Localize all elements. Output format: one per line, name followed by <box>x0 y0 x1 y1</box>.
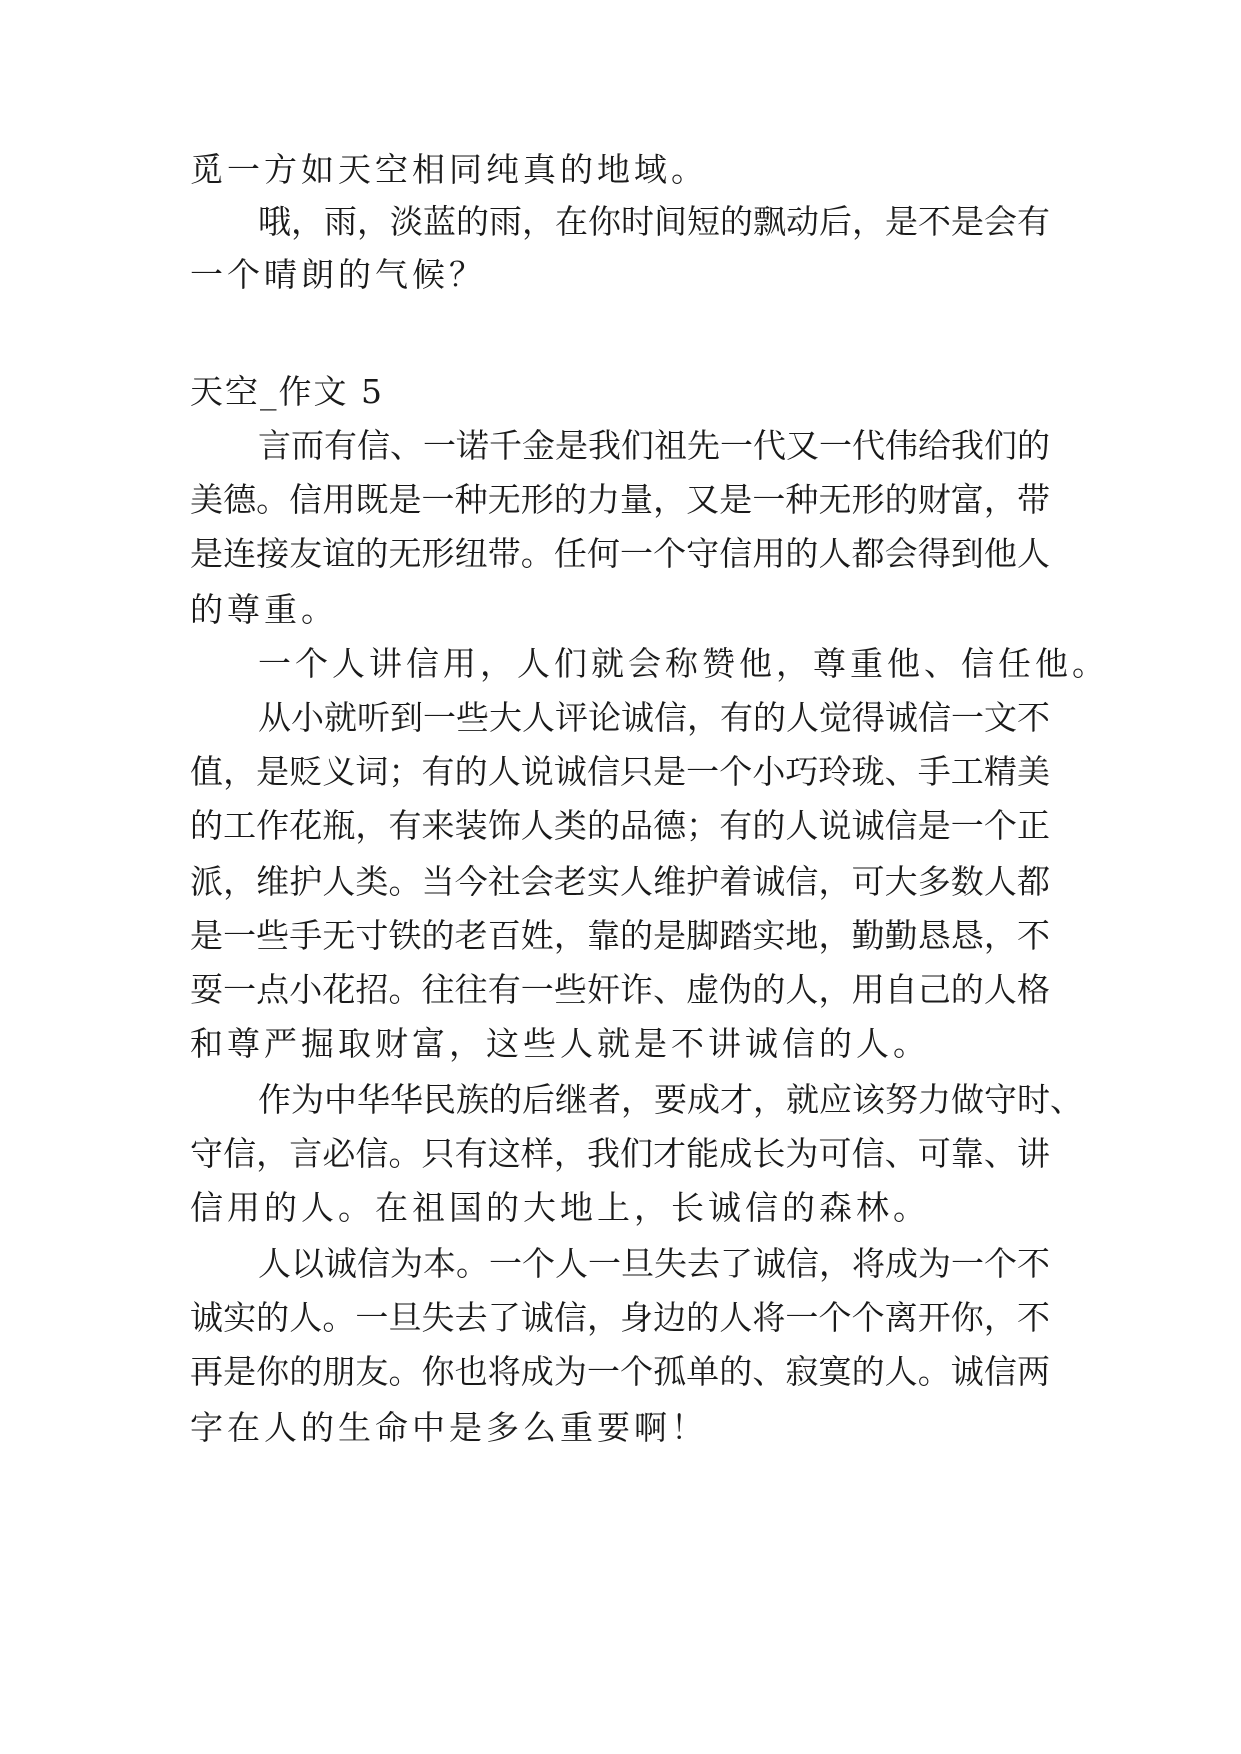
text-line: 作 为 中 华 华 民 族 的 后 继 者 ， 要 成 才 ， 就 应 该 努 力 做 守 时 、 <box>258 1080 1083 1119</box>
text-line: 字在人的生命中是多么重要啊！ <box>190 1408 708 1447</box>
text-line: 是 一 些 手 无 寸 铁 的 老 百 姓 ， 靠 的 是 脚 踏 实 地 ， 勤 勤 恳 恳 ， 不 <box>190 916 1050 955</box>
text-line: 从 小 就 听 到 一 些 大 人 评 论 诚 信 ， 有 的 人 觉 得 诚 信 一 文 不 <box>258 698 1050 737</box>
text-line: 觅一方如天空相同纯真的地域。 <box>190 150 708 189</box>
text-line: 诚 实 的 人 。 一 旦 失 去 了 诚 信 ， 身 边 的 人 将 一 个 个 离 开 你 ， 不 <box>190 1298 1050 1337</box>
text-line: 派 ， 维 护 人 类 。 当 今 社 会 老 实 人 维 护 着 诚 信 ， 可 大 多 数 人 都 <box>190 862 1050 901</box>
text-line: 值 ， 是 贬 义 词 ； 有 的 人 说 诚 信 只 是 一 个 小 巧 玲 珑 、 手 工 精 美 <box>190 752 1050 791</box>
text-line: 的尊重。 <box>190 590 338 629</box>
text-line: 哦 ， 雨 ， 淡 蓝 的 雨 ， 在 你 时 间 短 的 飘 动 后 ， 是 不 是 会 有 <box>258 202 1050 241</box>
text-line: 再 是 你 的 朋 友 。 你 也 将 成 为 一 个 孤 单 的 、 寂 寞 的 人 。 诚 信 两 <box>190 1352 1050 1391</box>
text-line: 一个晴朗的气候？ <box>190 255 486 294</box>
text-line: 信用的人。在祖国的大地上，长诚信的森林。 <box>190 1188 930 1227</box>
text-line: 耍 一 点 小 花 招 。 往 往 有 一 些 奸 诈 、 虚 伪 的 人 ， 用 自 己 的 人 格 <box>190 970 1050 1009</box>
section-heading: 天空_作文 5 <box>190 372 384 411</box>
text-line: 是 连 接 友 谊 的 无 形 纽 带 。 任 何 一 个 守 信 用 的 人 都 会 得 到 他 人 <box>190 534 1050 573</box>
text-line: 和尊严掘取财富，这些人就是不讲诚信的人。 <box>190 1024 930 1063</box>
text-line: 的 工 作 花 瓶 ， 有 来 装 饰 人 类 的 品 德 ； 有 的 人 说 诚 信 是 一 个 正 <box>190 806 1050 845</box>
text-line: 言 而 有 信 、 一 诺 千 金 是 我 们 祖 先 一 代 又 一 代 伟 给 我 们 的 <box>258 426 1050 465</box>
text-line: 人 以 诚 信 为 本 。 一 个 人 一 旦 失 去 了 诚 信 ， 将 成 为 一 个 不 <box>258 1244 1050 1283</box>
text-line: 守 信 ， 言 必 信 。 只 有 这 样 ， 我 们 才 能 成 长 为 可 信 、 可 靠 、 讲 <box>190 1134 1050 1173</box>
text-line: 一个人讲信用，人们就会称赞他，尊重他、信任他。 <box>258 644 1109 683</box>
text-line: 美 德 。 信 用 既 是 一 种 无 形 的 力 量 ， 又 是 一 种 无 形 的 财 富 ， 带 <box>190 480 1050 519</box>
